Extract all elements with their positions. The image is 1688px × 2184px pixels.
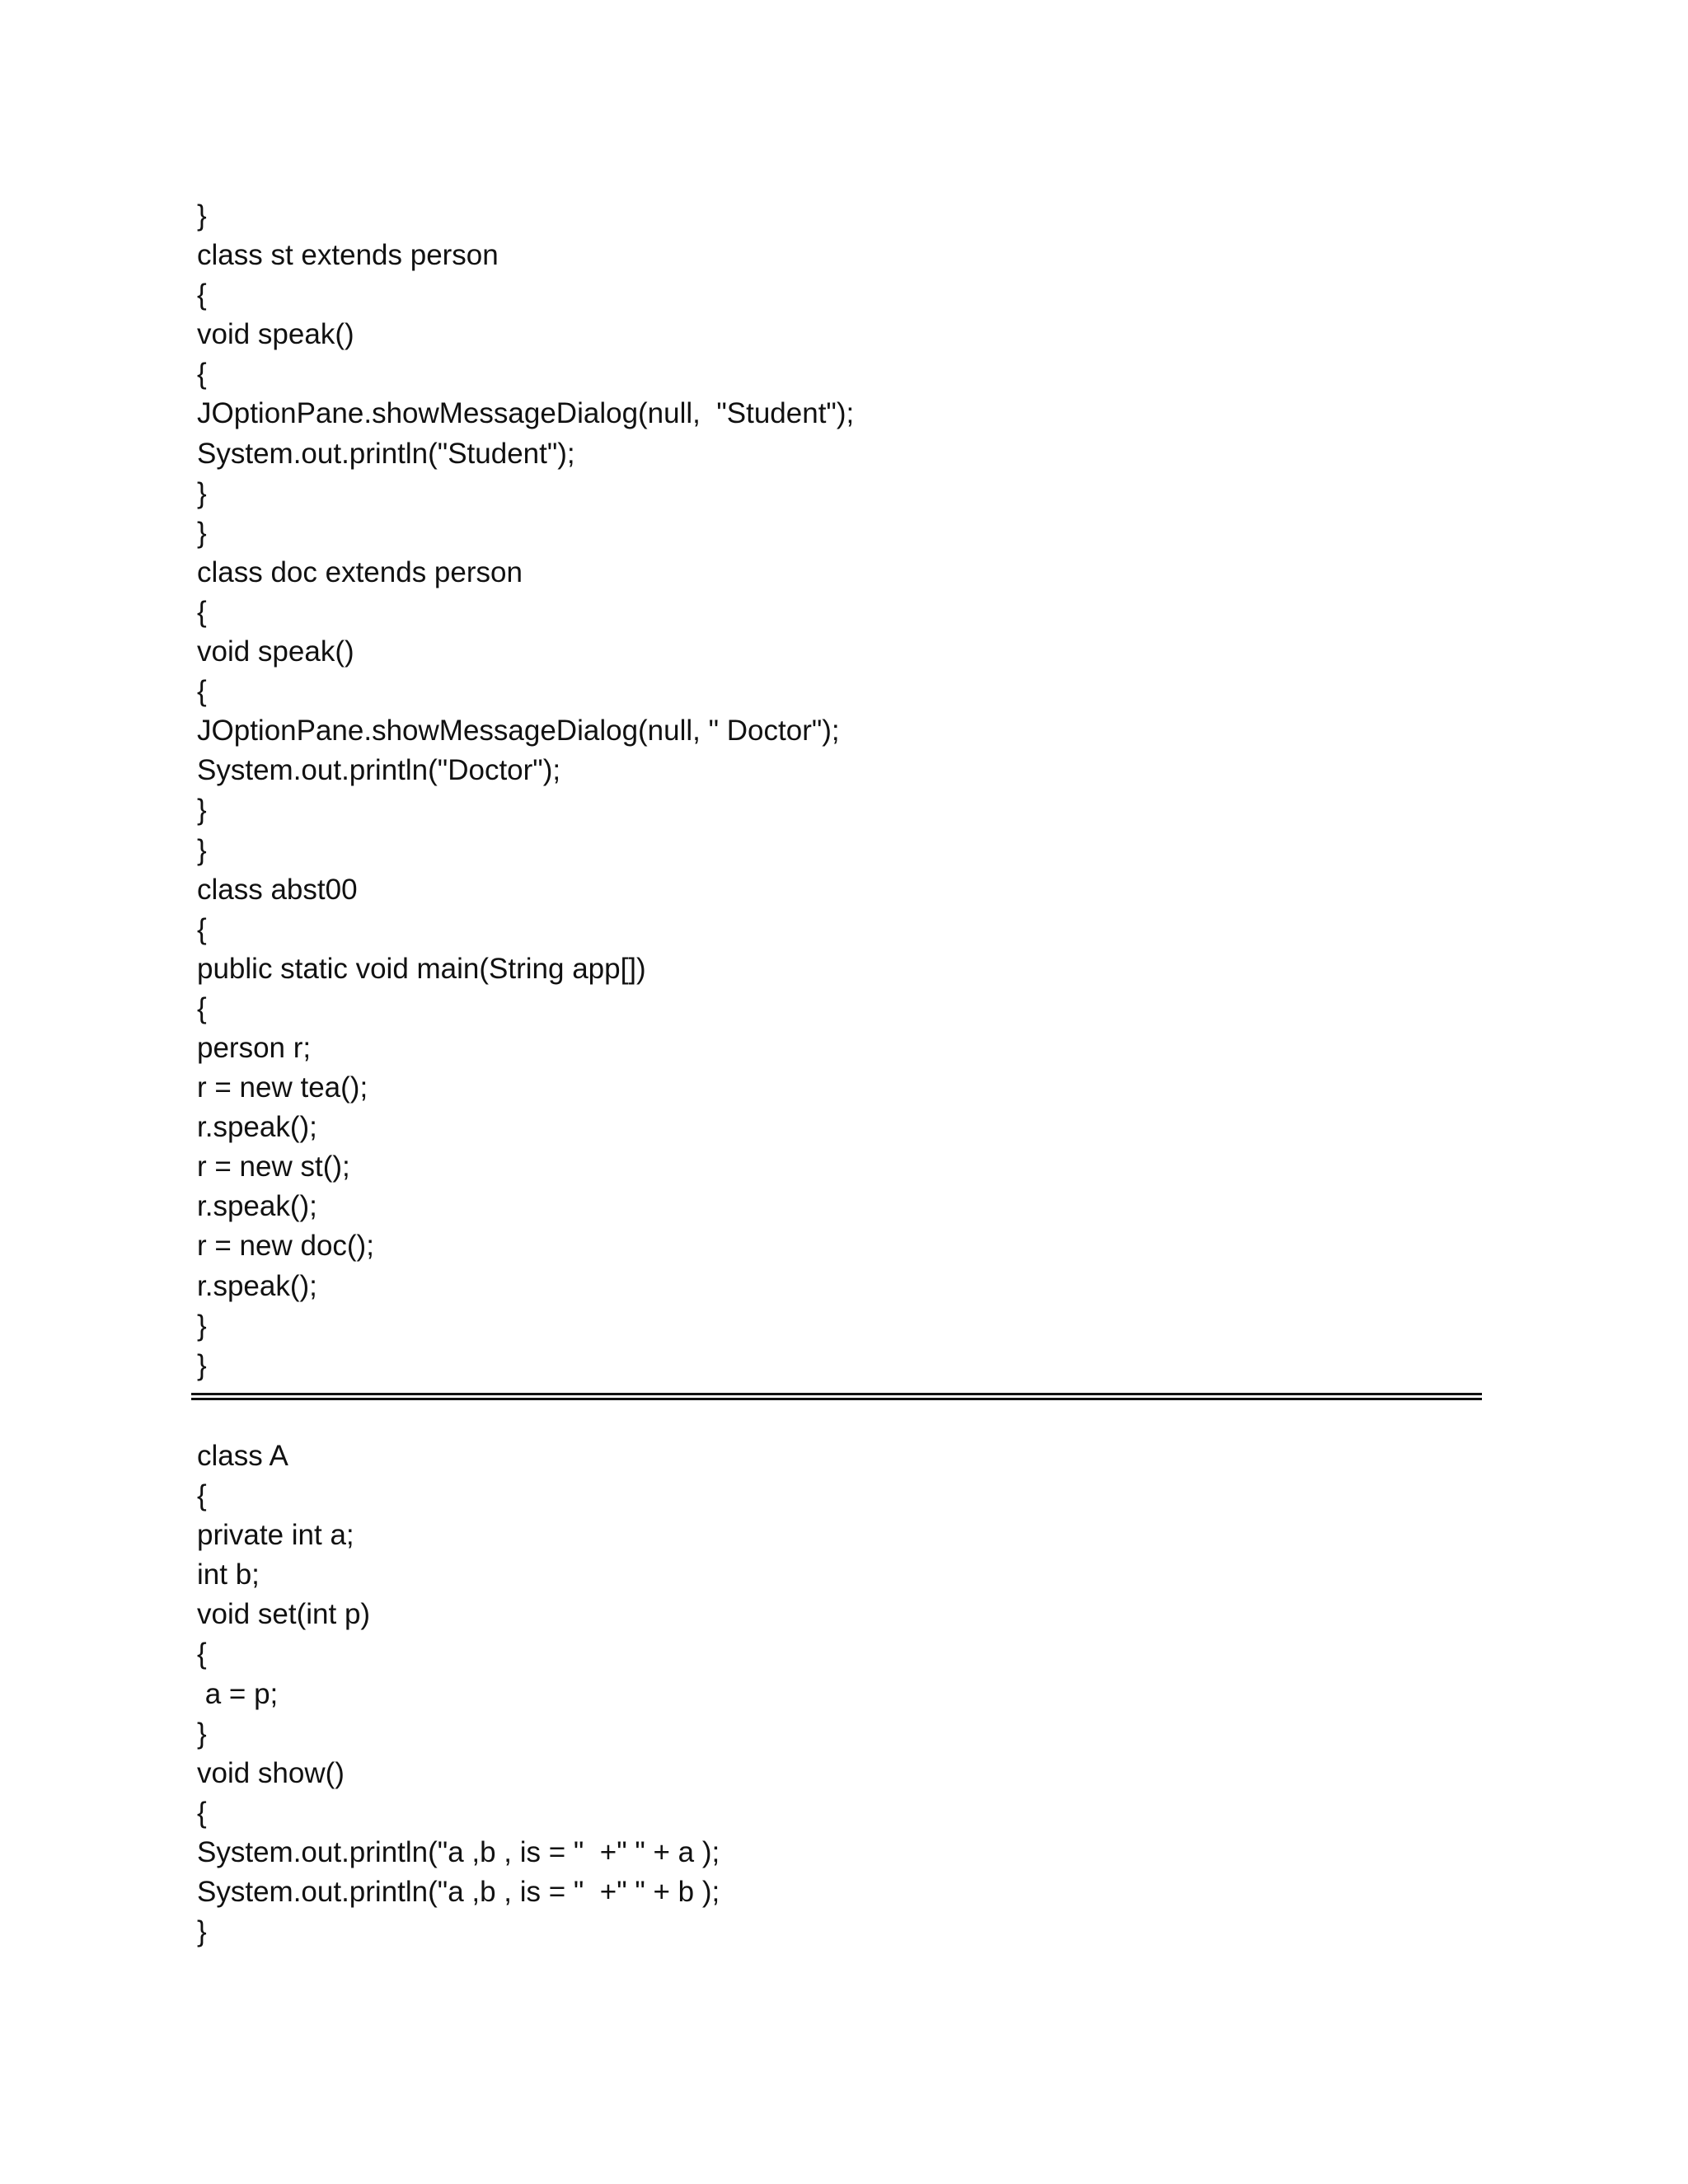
code-line: r.speak(); bbox=[197, 1269, 317, 1302]
code-line: { bbox=[197, 279, 207, 312]
code-line: r.speak(); bbox=[197, 1111, 317, 1144]
code-line: } bbox=[197, 833, 207, 866]
code-line: } bbox=[197, 199, 207, 232]
code-line: } bbox=[197, 1309, 207, 1342]
code-line: { bbox=[197, 1796, 207, 1829]
code-line: { bbox=[197, 595, 207, 628]
code-line: r = new doc(); bbox=[197, 1230, 374, 1263]
code-line: } bbox=[197, 1915, 207, 1948]
code-line: class A bbox=[197, 1440, 288, 1472]
code-line: public static void main(String app[]) bbox=[197, 952, 646, 985]
code-line: class st extends person bbox=[197, 239, 499, 272]
code-line: System.out.println("a ,b , is = " +" " + a ); bbox=[197, 1835, 720, 1868]
code-line: private int a; bbox=[197, 1519, 354, 1552]
code-line: { bbox=[197, 1638, 207, 1671]
code-line: { bbox=[197, 1479, 207, 1512]
code-line: } bbox=[197, 1717, 207, 1750]
code-line: class abst00 bbox=[197, 873, 358, 906]
code-line: void speak() bbox=[197, 635, 354, 668]
code-line: { bbox=[197, 675, 207, 708]
code-line: JOptionPane.showMessageDialog(null, " Doctor"); bbox=[197, 715, 840, 748]
code-line: void show() bbox=[197, 1756, 345, 1789]
code-line: } bbox=[197, 794, 207, 827]
code-line: class doc extends person bbox=[197, 555, 523, 588]
code-line: } bbox=[197, 516, 207, 549]
code-line: void set(int p) bbox=[197, 1598, 371, 1631]
code-line: person r; bbox=[197, 1031, 312, 1064]
code-line: a = p; bbox=[197, 1677, 279, 1710]
code-line: } bbox=[197, 1348, 207, 1381]
code-line: System.out.println("Student"); bbox=[197, 437, 575, 470]
code-line: r.speak(); bbox=[197, 1190, 317, 1223]
code-line: r = new tea(); bbox=[197, 1071, 368, 1104]
code-line: } bbox=[197, 476, 207, 509]
code-line: System.out.println("a ,b , is = " +" " + b ); bbox=[197, 1876, 720, 1909]
code-block-class-a bbox=[197, 1436, 1483, 1952]
code-line: int b; bbox=[197, 1558, 260, 1591]
code-line: { bbox=[197, 912, 207, 945]
code-line: r = new st(); bbox=[197, 1151, 350, 1183]
code-line: { bbox=[197, 358, 207, 391]
code-line: void speak() bbox=[197, 318, 354, 351]
code-line: { bbox=[197, 991, 207, 1024]
double-divider bbox=[191, 1393, 1482, 1400]
code-line: System.out.println("Doctor"); bbox=[197, 754, 561, 787]
code-block-polymorphism bbox=[197, 196, 1483, 1385]
code-line: JOptionPane.showMessageDialog(null, "Student"); bbox=[197, 397, 855, 430]
